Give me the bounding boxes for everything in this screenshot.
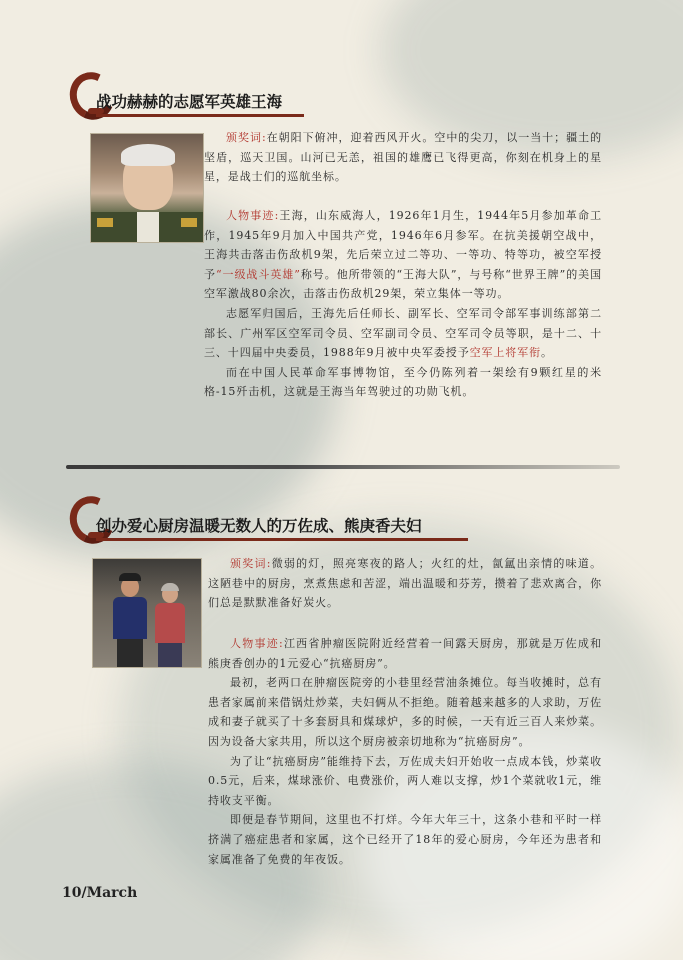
title-underline [96, 114, 304, 117]
section-divider [66, 465, 620, 469]
story-highlight: 空军上将军衔 [469, 346, 541, 360]
story-text: 江西省肿瘤医院附近经营着一间露天厨房，那就是万佐成和熊庚香创办的1元爱心“抗癌厨房”。 [208, 637, 602, 670]
story-text: 最初，老两口在肿瘤医院旁的小巷里经营油条摊位。每当收摊时，总有患者家属前来借锅灶炒菜，夫妇俩从不拒绝。随着越来越多的人求助，万佐成和妻子就买了十多套厨具和煤球炉，多的时候，一天有近三百人来炒菜。因为设备大家共用，所以这个厨房被亲切地称为“抗癌厨房”。 [208, 676, 602, 748]
woman-figure [155, 585, 185, 668]
couple-photo [92, 558, 202, 668]
section-header [70, 502, 490, 548]
award-text: 在朝阳下俯冲，迎着西风开火。空中的尖刀，以一当十；疆土的坚盾，巡天卫国。山河已无恙，祖国的雄鹰已飞得更高，你刻在机身上的星星，是战士们的巡航坐标。 [204, 131, 602, 184]
award-paragraph [208, 554, 602, 613]
story-text: 志愿军归国后，王海先后任师长、副军长、空军司令部军事训练部第二部长、广州军区空军司令员、空军副司令员、空军司令员等职，是十二、十三、十四届中央委员，1988年9月被中央军委授予 [204, 306, 602, 360]
story-label: 人物事迹: [226, 209, 280, 222]
story-paragraph [208, 634, 602, 869]
portrait-hair [121, 144, 175, 166]
section-title: 战功赫赫的志愿军英雄王海 [96, 93, 283, 111]
story-text: 王海，山东威海人，1926年1月生，1944年5月参加革命工作，1945年9月加入中国共产党，1946年6月参军。在抗美援朝空战中，王海共击落击伤敌机9架，先后荣立过二等功、一等功、特等功，被空军授予 [204, 209, 602, 281]
story-text: 为了让“抗癌厨房”能维持下去，万佐成夫妇开始收一点成本钱，炒菜收0.5元，后来，煤球涨价、电费涨价，两人难以支撑，炒1个菜就收1元，维持收支平衡。 [208, 754, 602, 807]
portrait-collar [137, 212, 159, 243]
award-label: 颁奖词: [226, 131, 267, 144]
story-paragraph [204, 206, 602, 402]
page-number: 10/March [62, 885, 138, 901]
epaulette-icon [181, 218, 197, 227]
story-text: 而在中国人民革命军事博物馆，至今仍陈列着一架绘有9颗红星的米格-15歼击机，这就是王海当年驾驶过的功勋飞机。 [204, 365, 602, 399]
section-header [70, 78, 310, 124]
story-text: 即便是春节期间，这里也不打烊。今年大年三十，这条小巷和平时一样挤满了癌症患者和家属，这个已经开了18年的爱心厨房，今年还为患者和家属准备了免费的年夜饭。 [208, 813, 602, 866]
story-text: 。 [541, 346, 553, 360]
story-highlight: “一级战斗英雄” [215, 267, 301, 281]
epaulette-icon [97, 218, 113, 227]
man-figure [113, 573, 147, 668]
section-title: 创办爱心厨房温暖无数人的万佐成、熊庚香夫妇 [96, 517, 422, 535]
portrait-photo [90, 133, 204, 243]
award-paragraph [204, 128, 602, 187]
award-text: 微弱的灯，照亮寒夜的路人；火红的灶，氤氲出亲情的味道。这陋巷中的厨房，烹煮焦虑和苦涩，端出温暖和芬芳，攒着了悲欢离合，你们总是默默准备好炭火。 [208, 557, 602, 610]
story-text: 称号。他所带领的“王海大队”，与号称“世界王牌”的美国空军激战80余次，击落击伤敌机29架，荣立集体一等功。 [204, 267, 602, 301]
title-underline [96, 538, 468, 541]
story-label: 人物事迹: [230, 637, 284, 650]
award-label: 颁奖词: [230, 557, 272, 570]
